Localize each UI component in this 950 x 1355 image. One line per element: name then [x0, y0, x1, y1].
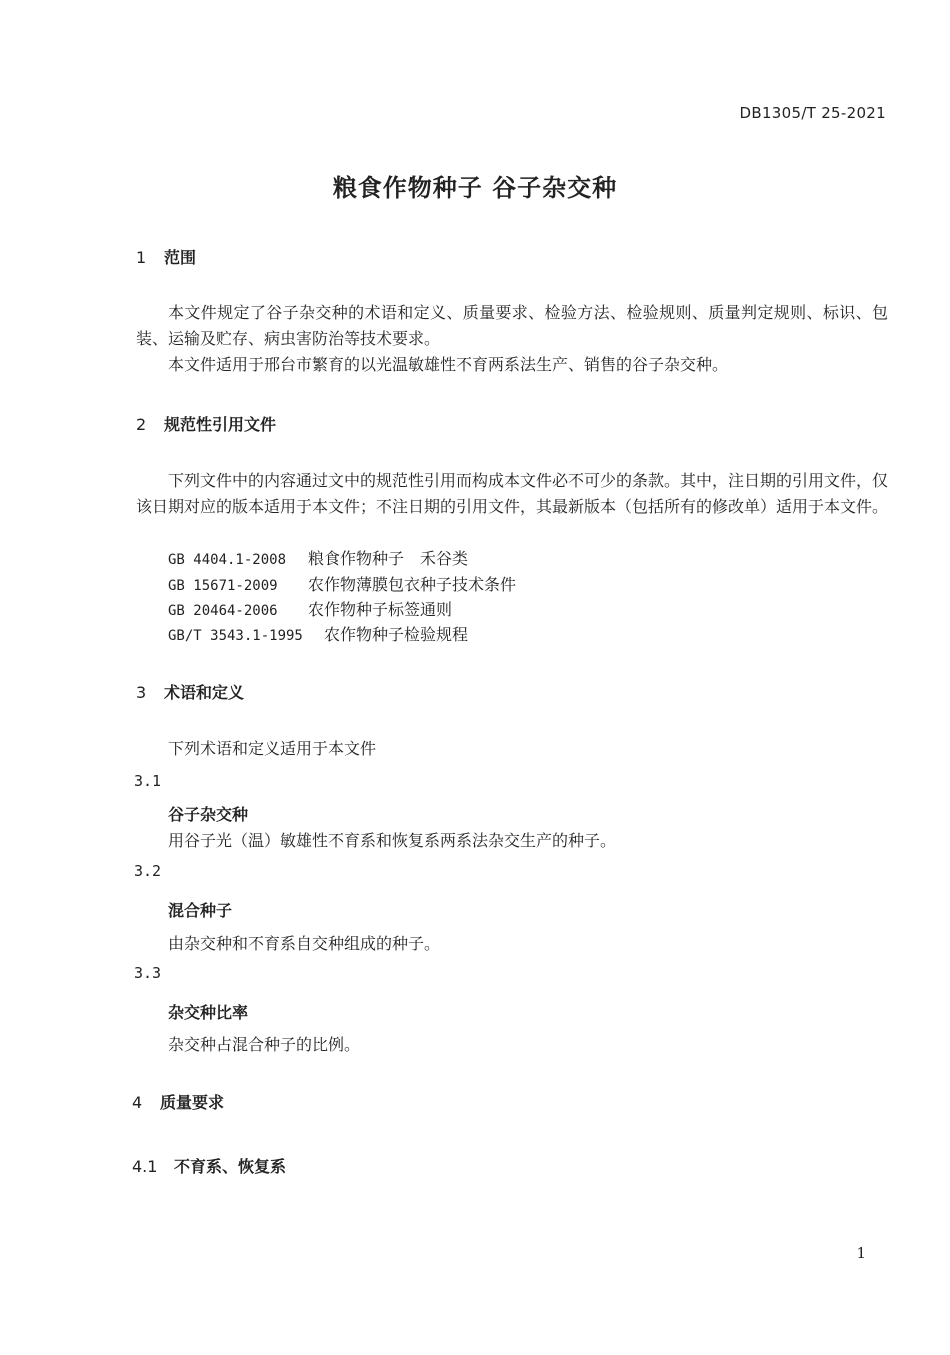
section-2-heading [136, 412, 276, 435]
reference-item [168, 622, 468, 645]
section-1-heading [136, 245, 196, 268]
reference-code: GB 20464-2006 [168, 603, 278, 619]
section-4-heading [132, 1090, 224, 1113]
reference-name: 粮食作物种子 禾谷类 [308, 549, 469, 568]
reference-item [168, 597, 452, 620]
section-title: 规范性引用文件 [164, 415, 277, 434]
section-1-paragraph-1: 本文件规定了谷子杂交种的术语和定义、质量要求、检验方法、检验规则、质量判定规则、标识、包装、运输及贮存、病虫害防治等技术要求。 [136, 303, 888, 348]
section-2-paragraph-1: 下列文件中的内容通过文中的规范性引用而构成本文件必不可少的条款。其中，注日期的引用文件，仅该日期对应的版本适用于本文件；不注日期的引用文件，其最新版本（包括所有的修改单）适用于本文件。 [136, 471, 889, 516]
section-number: 4 [132, 1093, 143, 1112]
term-definition: 杂交种占混合种子的比例。 [168, 1035, 361, 1054]
reference-code: GB/T 3543.1-1995 [168, 628, 303, 644]
section-title: 质量要求 [160, 1093, 225, 1112]
section-number: 3 [136, 683, 147, 702]
document-title: 粮食作物种子 谷子杂交种 [332, 174, 618, 202]
page-number: 1 [856, 1244, 866, 1262]
section-1-paragraph-2: 本文件适用于邢台市繁育的以光温敏雄性不育两系法生产、销售的谷子杂交种。 [168, 355, 729, 374]
section-3-heading [136, 680, 244, 703]
term-definition: 用谷子光（温）敏雄性不育系和恢复系两系法杂交生产的种子。 [168, 831, 617, 850]
term-name: 杂交种比率 [168, 1003, 249, 1022]
term-number: 3.3 [134, 964, 162, 982]
reference-item [168, 546, 468, 569]
section-number: 2 [136, 415, 147, 434]
subsection-4-1-heading [132, 1154, 286, 1177]
reference-name: 农作物种子标签通则 [308, 600, 453, 619]
section-number: 1 [136, 248, 147, 267]
term-definition: 由杂交种和不育系自交种组成的种子。 [168, 934, 441, 953]
term-name: 混合种子 [168, 901, 233, 920]
section-3-intro: 下列术语和定义适用于本文件 [168, 739, 377, 758]
reference-code: GB 4404.1-2008 [168, 552, 287, 568]
reference-code: GB 15671-2009 [168, 578, 278, 594]
term-number: 3.2 [134, 862, 162, 880]
reference-name: 农作物薄膜包衣种子技术条件 [308, 575, 517, 594]
subsection-title: 不育系、恢复系 [174, 1157, 287, 1176]
section-title: 术语和定义 [164, 683, 245, 702]
subsection-number: 4.1 [132, 1157, 158, 1176]
term-number: 3.1 [134, 772, 162, 790]
document-number: DB1305/T 25-2021 [739, 104, 886, 122]
reference-item [168, 572, 516, 595]
term-name: 谷子杂交种 [168, 805, 249, 824]
reference-name: 农作物种子检验规程 [324, 625, 469, 644]
section-title: 范围 [164, 248, 197, 267]
